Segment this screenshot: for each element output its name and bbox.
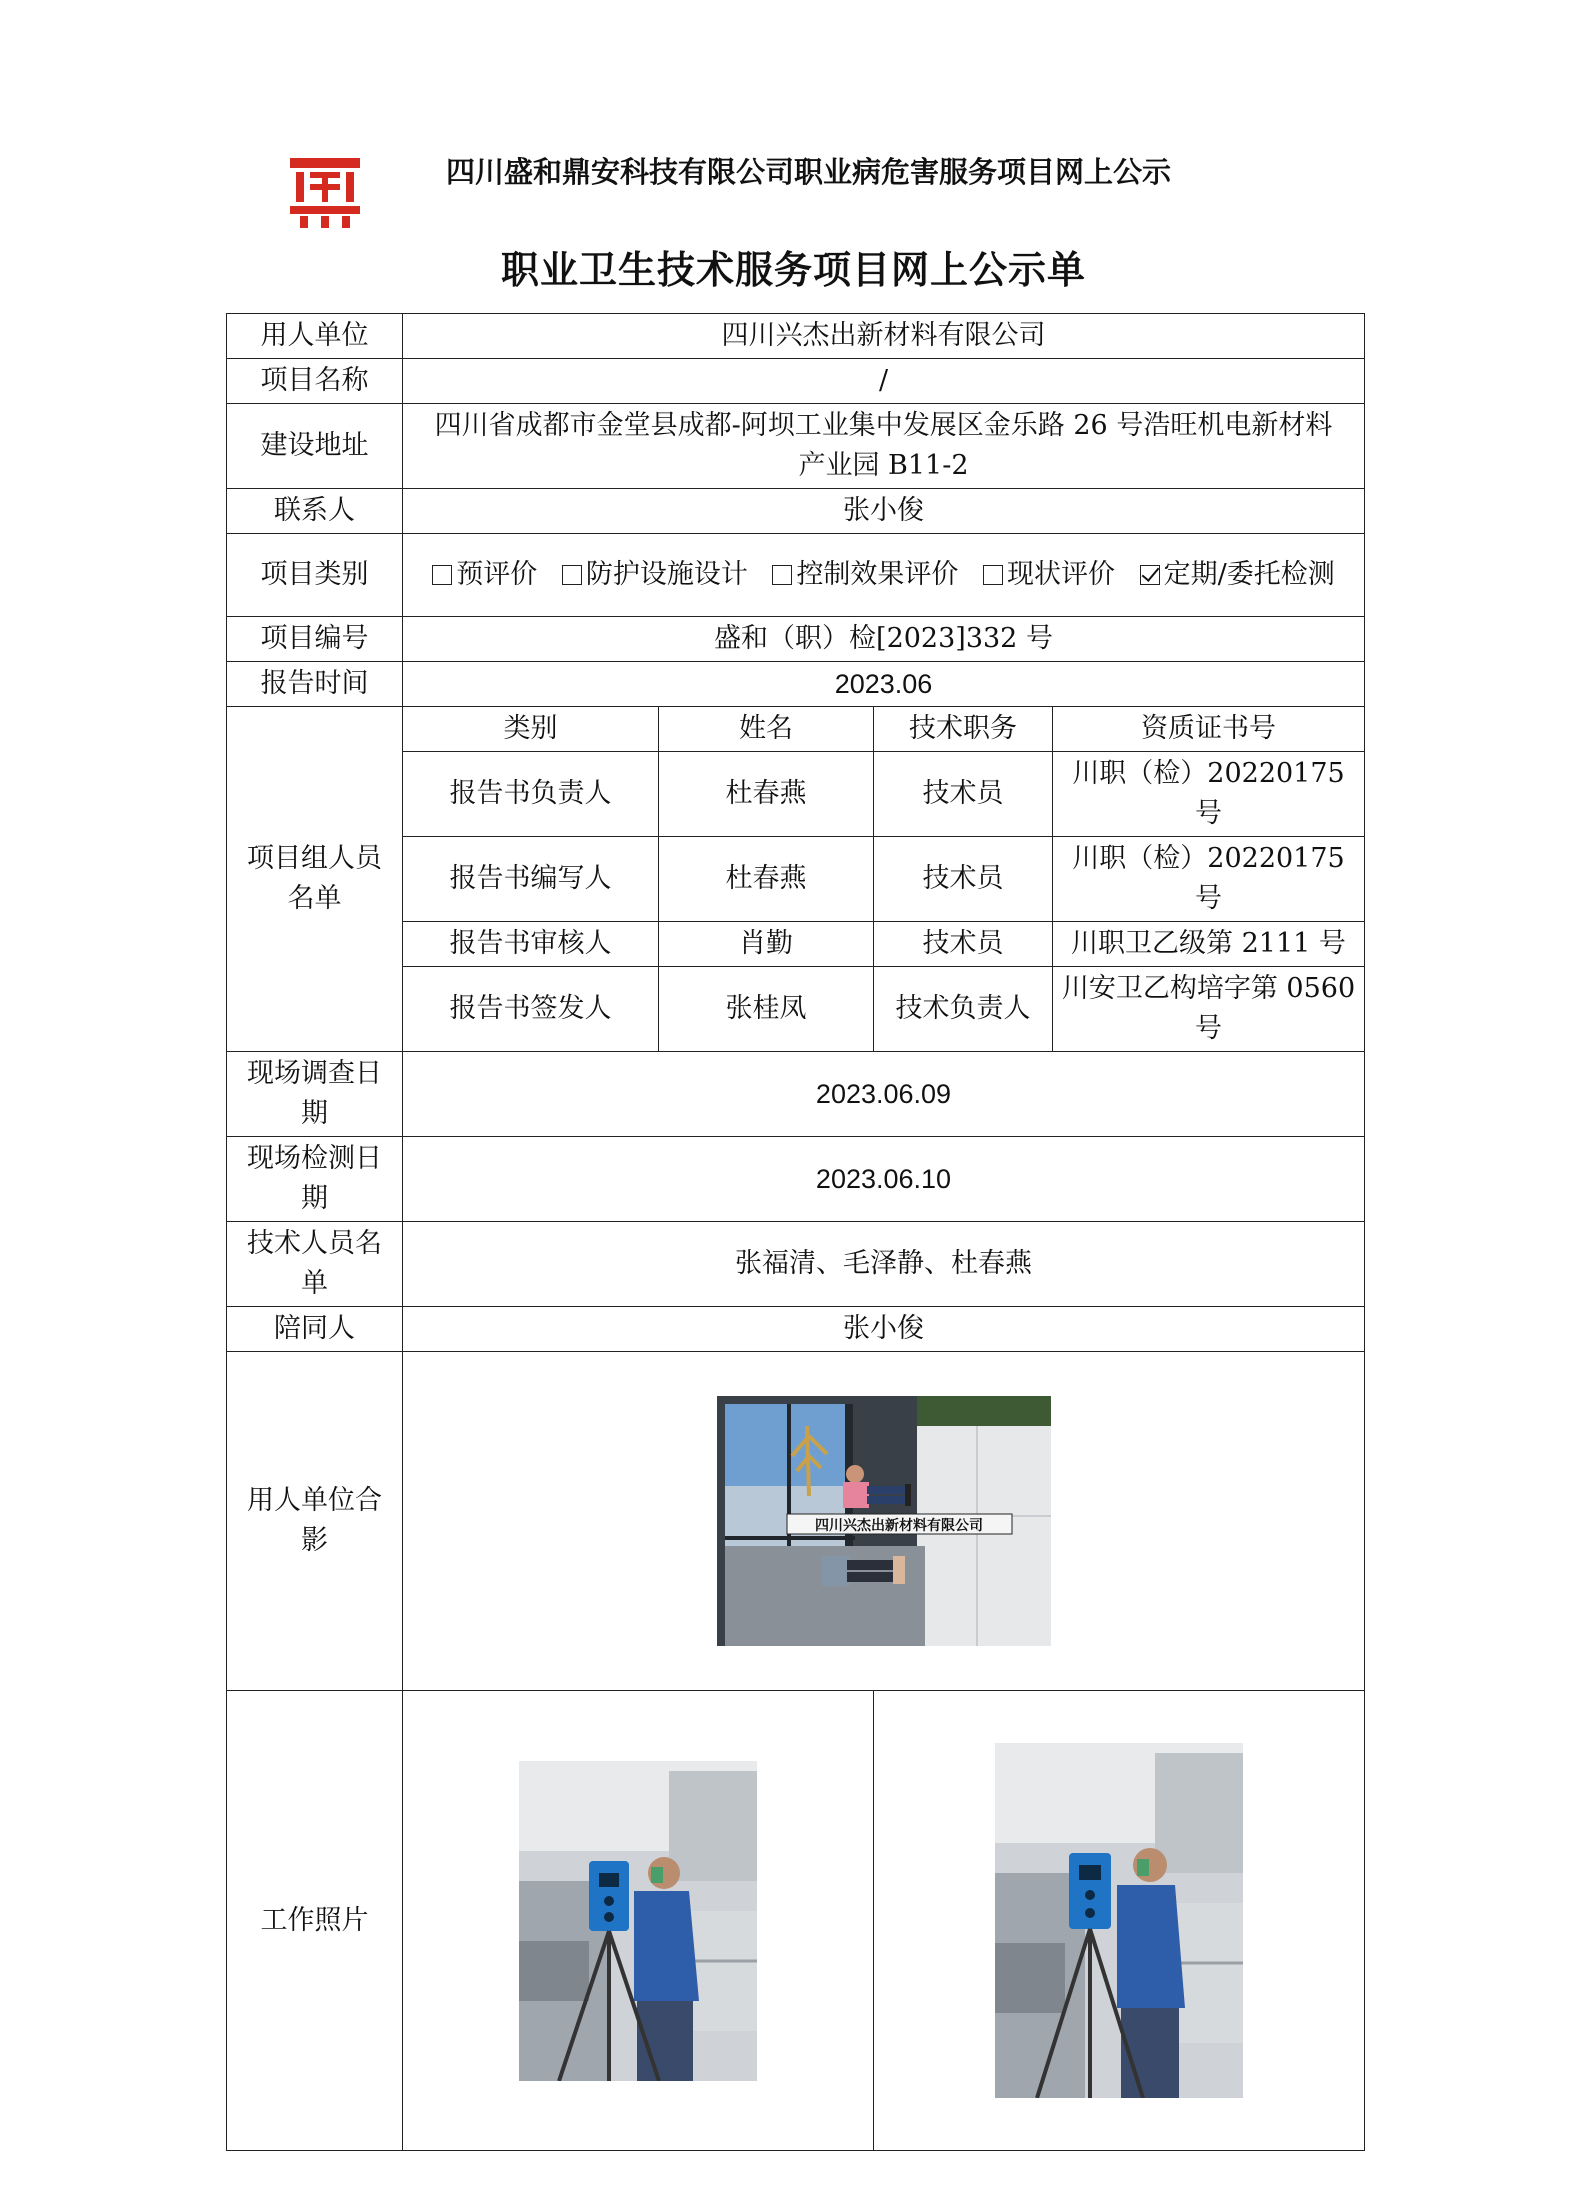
team-header-title: 技术职务: [874, 707, 1053, 752]
member-role: 报告书编写人: [403, 837, 659, 922]
row-survey-date: [227, 1052, 1365, 1137]
member-name: 张桂凤: [659, 967, 874, 1052]
row-employer: [227, 314, 1365, 359]
project-name-value: /: [403, 359, 1365, 404]
group-photo-image: [717, 1396, 1051, 1646]
option-label: 预评价: [456, 559, 538, 590]
address-label: 建设地址: [227, 404, 403, 489]
member-title: 技术员: [874, 837, 1053, 922]
checkbox-checked-icon: [1140, 565, 1160, 585]
companion-label: 陪同人: [227, 1307, 403, 1352]
category-options: [403, 534, 1365, 617]
report-time-label: 报告时间: [227, 662, 403, 707]
checkbox-icon: [983, 565, 1003, 585]
member-role: 报告书签发人: [403, 967, 659, 1052]
companion-value: 张小俊: [403, 1307, 1365, 1352]
test-date-label: 现场检测日期: [227, 1137, 403, 1222]
survey-date-label: 现场调查日期: [227, 1052, 403, 1137]
option-label: 定期/委托检测: [1163, 559, 1335, 590]
report-time-value: 2023.06: [403, 662, 1365, 707]
survey-date-value: 2023.06.09: [403, 1052, 1365, 1137]
checkbox-icon: [432, 565, 452, 585]
document-title: 职业卫生技术服务项目网上公示单: [500, 247, 1086, 292]
member-cert: 川职（检）20220175 号: [1053, 752, 1365, 837]
work-photo-right-image: [995, 1743, 1243, 2098]
employer-label: 用人单位: [227, 314, 403, 359]
tech-staff-label: 技术人员名单: [227, 1222, 403, 1307]
member-name: 杜春燕: [659, 837, 874, 922]
member-title: 技术员: [874, 752, 1053, 837]
row-tech-staff: [227, 1222, 1365, 1307]
row-project-name: [227, 359, 1365, 404]
member-name: 杜春燕: [659, 752, 874, 837]
project-name-label: 项目名称: [227, 359, 403, 404]
work-photos-label: 工作照片: [227, 1691, 403, 2151]
member-title: 技术员: [874, 922, 1053, 967]
row-group-photo: [227, 1352, 1365, 1691]
member-cert: 川职（检）20220175 号: [1053, 837, 1365, 922]
row-project-no: [227, 617, 1365, 662]
project-no-value: 盛和（职）检[2023]332 号: [403, 617, 1365, 662]
row-report-time: [227, 662, 1365, 707]
category-option-pre-eval[interactable]: [432, 559, 537, 590]
team-label: 项目组人员名单: [227, 707, 403, 1052]
member-cert: 川职卫乙级第 2111 号: [1053, 922, 1365, 967]
row-companion: [227, 1307, 1365, 1352]
test-date-value: 2023.06.10: [403, 1137, 1365, 1222]
team-header-cert: 资质证书号: [1053, 707, 1365, 752]
work-photo-left-cell: [403, 1691, 874, 2151]
checkbox-icon: [562, 565, 582, 585]
option-label: 控制效果评价: [796, 559, 959, 590]
member-role: 报告书审核人: [403, 922, 659, 967]
row-work-photos: [227, 1691, 1365, 2151]
member-cert: 川安卫乙构培字第 0560 号: [1053, 967, 1365, 1052]
company-header-title: 四川盛和鼎安科技有限公司职业病危害服务项目网上公示: [446, 155, 1172, 189]
checkbox-icon: [772, 565, 792, 585]
company-logo-icon: [286, 152, 364, 230]
team-header-row: [227, 707, 1365, 752]
option-label: 防护设施设计: [585, 559, 748, 590]
tech-staff-value: 张福清、毛泽静、杜春燕: [403, 1222, 1365, 1307]
contact-label: 联系人: [227, 489, 403, 534]
work-photo-right-cell: [874, 1691, 1365, 2151]
work-photo-left-image: [519, 1761, 757, 2081]
team-header-category: 类别: [403, 707, 659, 752]
category-option-periodic-test[interactable]: [1140, 559, 1335, 590]
row-contact: [227, 489, 1365, 534]
member-name: 肖勤: [659, 922, 874, 967]
category-option-control-eval[interactable]: [772, 559, 958, 590]
category-option-protection-design[interactable]: [562, 559, 748, 590]
project-no-label: 项目编号: [227, 617, 403, 662]
contact-value: 张小俊: [403, 489, 1365, 534]
member-role: 报告书负责人: [403, 752, 659, 837]
row-address: [227, 404, 1365, 489]
row-test-date: [227, 1137, 1365, 1222]
category-option-status-eval[interactable]: [983, 559, 1115, 590]
member-title: 技术负责人: [874, 967, 1053, 1052]
company-sign-text: 四川兴杰出新材料有限公司: [814, 1518, 983, 1534]
option-label: 现状评价: [1007, 559, 1116, 590]
team-header-name: 姓名: [659, 707, 874, 752]
address-value: 四川省成都市金堂县成都-阿坝工业集中发展区金乐路 26 号浩旺机电新材料产业园 B11-2: [403, 404, 1365, 489]
employer-value: 四川兴杰出新材料有限公司: [403, 314, 1365, 359]
category-label: 项目类别: [227, 534, 403, 617]
notice-table: [226, 313, 1365, 2151]
row-category: [227, 534, 1365, 617]
group-photo-cell: [403, 1352, 1365, 1691]
group-photo-label: 用人单位合影: [227, 1352, 403, 1691]
